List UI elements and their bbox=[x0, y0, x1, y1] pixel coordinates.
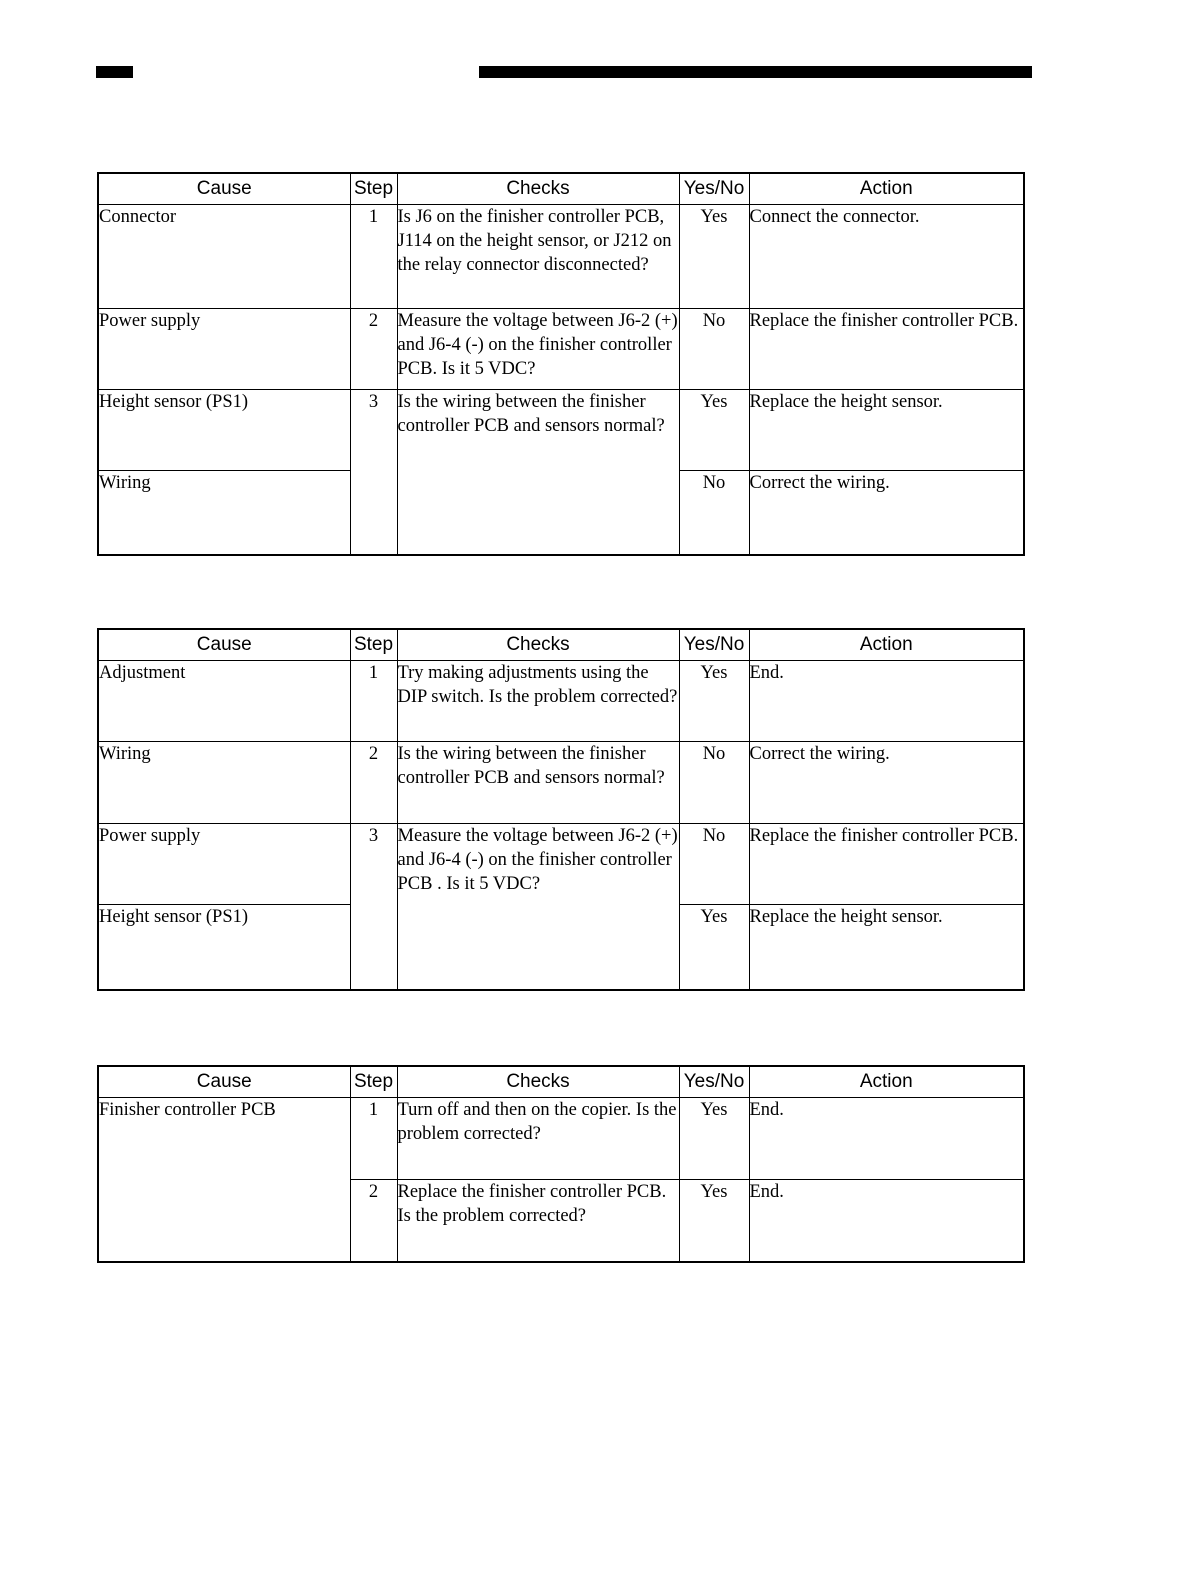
checks-cell: Measure the voltage between J6-2 (+) and J6-4 (-) on the finisher controller PCB. Is it 5 VDC? bbox=[397, 309, 679, 390]
step-cell: 2 bbox=[350, 309, 397, 390]
yesno-cell: Yes bbox=[679, 1098, 749, 1180]
cause-cell: Power supply bbox=[98, 824, 350, 905]
table-header-row bbox=[98, 1066, 1024, 1098]
cause-cell: Connector bbox=[98, 205, 350, 309]
troubleshooting-table-2 bbox=[97, 628, 1025, 991]
header-action: Action bbox=[749, 1066, 1024, 1098]
table-row bbox=[98, 824, 1024, 905]
checks-cell: Is J6 on the finisher controller PCB, J114 on the height sensor, or J212 on the relay connector disconnected? bbox=[397, 205, 679, 309]
action-cell: Replace the height sensor. bbox=[749, 390, 1024, 471]
action-cell: Correct the wiring. bbox=[749, 742, 1024, 824]
yesno-cell: No bbox=[679, 824, 749, 905]
cause-cell: Height sensor (PS1) bbox=[98, 390, 350, 471]
troubleshooting-table-3 bbox=[97, 1065, 1025, 1263]
troubleshooting-table-1 bbox=[97, 172, 1025, 556]
yesno-cell: Yes bbox=[679, 661, 749, 742]
step-cell: 1 bbox=[350, 1098, 397, 1180]
cause-cell: Wiring bbox=[98, 471, 350, 555]
step-cell: 3 bbox=[350, 824, 397, 990]
cause-cell: Finisher controller PCB bbox=[98, 1098, 350, 1262]
table-row bbox=[98, 309, 1024, 390]
action-cell: End. bbox=[749, 661, 1024, 742]
header-checks: Checks bbox=[397, 173, 679, 205]
step-cell: 3 bbox=[350, 390, 397, 555]
header-step: Step bbox=[350, 1066, 397, 1098]
step-cell: 1 bbox=[350, 205, 397, 309]
header-action: Action bbox=[749, 629, 1024, 661]
yesno-cell: Yes bbox=[679, 205, 749, 309]
step-cell: 2 bbox=[350, 1180, 397, 1262]
cause-cell: Height sensor (PS1) bbox=[98, 905, 350, 990]
action-cell: End. bbox=[749, 1098, 1024, 1180]
action-cell: Correct the wiring. bbox=[749, 471, 1024, 555]
action-cell: End. bbox=[749, 1180, 1024, 1262]
checks-cell: Try making adjustments using the DIP switch. Is the problem corrected? bbox=[397, 661, 679, 742]
header-bar-left bbox=[96, 66, 133, 78]
table-row bbox=[98, 661, 1024, 742]
yesno-cell: No bbox=[679, 471, 749, 555]
checks-cell: Is the wiring between the finisher controller PCB and sensors normal? bbox=[397, 390, 679, 555]
table-header-row bbox=[98, 173, 1024, 205]
checks-cell: Replace the finisher controller PCB. Is the problem corrected? bbox=[397, 1180, 679, 1262]
step-cell: 1 bbox=[350, 661, 397, 742]
table-row bbox=[98, 205, 1024, 309]
checks-cell: Measure the voltage between J6-2 (+) and J6-4 (-) on the finisher controller PCB . Is it 5 VDC? bbox=[397, 824, 679, 990]
header-action: Action bbox=[749, 173, 1024, 205]
header-bar-right bbox=[479, 66, 1032, 78]
step-cell: 2 bbox=[350, 742, 397, 824]
header-cause: Cause bbox=[98, 629, 350, 661]
checks-cell: Is the wiring between the finisher controller PCB and sensors normal? bbox=[397, 742, 679, 824]
header-checks: Checks bbox=[397, 629, 679, 661]
yesno-cell: Yes bbox=[679, 390, 749, 471]
cause-cell: Power supply bbox=[98, 309, 350, 390]
header-yesno: Yes/No bbox=[679, 173, 749, 205]
yesno-cell: No bbox=[679, 309, 749, 390]
table-row bbox=[98, 742, 1024, 824]
header-checks: Checks bbox=[397, 1066, 679, 1098]
action-cell: Replace the finisher controller PCB. bbox=[749, 824, 1024, 905]
header-yesno: Yes/No bbox=[679, 1066, 749, 1098]
cause-cell: Wiring bbox=[98, 742, 350, 824]
table-row bbox=[98, 390, 1024, 471]
header-step: Step bbox=[350, 173, 397, 205]
yesno-cell: Yes bbox=[679, 1180, 749, 1262]
table-header-row bbox=[98, 629, 1024, 661]
yesno-cell: No bbox=[679, 742, 749, 824]
header-cause: Cause bbox=[98, 1066, 350, 1098]
action-cell: Connect the connector. bbox=[749, 205, 1024, 309]
header-cause: Cause bbox=[98, 173, 350, 205]
table-row bbox=[98, 1098, 1024, 1180]
action-cell: Replace the finisher controller PCB. bbox=[749, 309, 1024, 390]
header-yesno: Yes/No bbox=[679, 629, 749, 661]
cause-cell: Adjustment bbox=[98, 661, 350, 742]
header-step: Step bbox=[350, 629, 397, 661]
yesno-cell: Yes bbox=[679, 905, 749, 990]
action-cell: Replace the height sensor. bbox=[749, 905, 1024, 990]
checks-cell: Turn off and then on the copier. Is the problem corrected? bbox=[397, 1098, 679, 1180]
